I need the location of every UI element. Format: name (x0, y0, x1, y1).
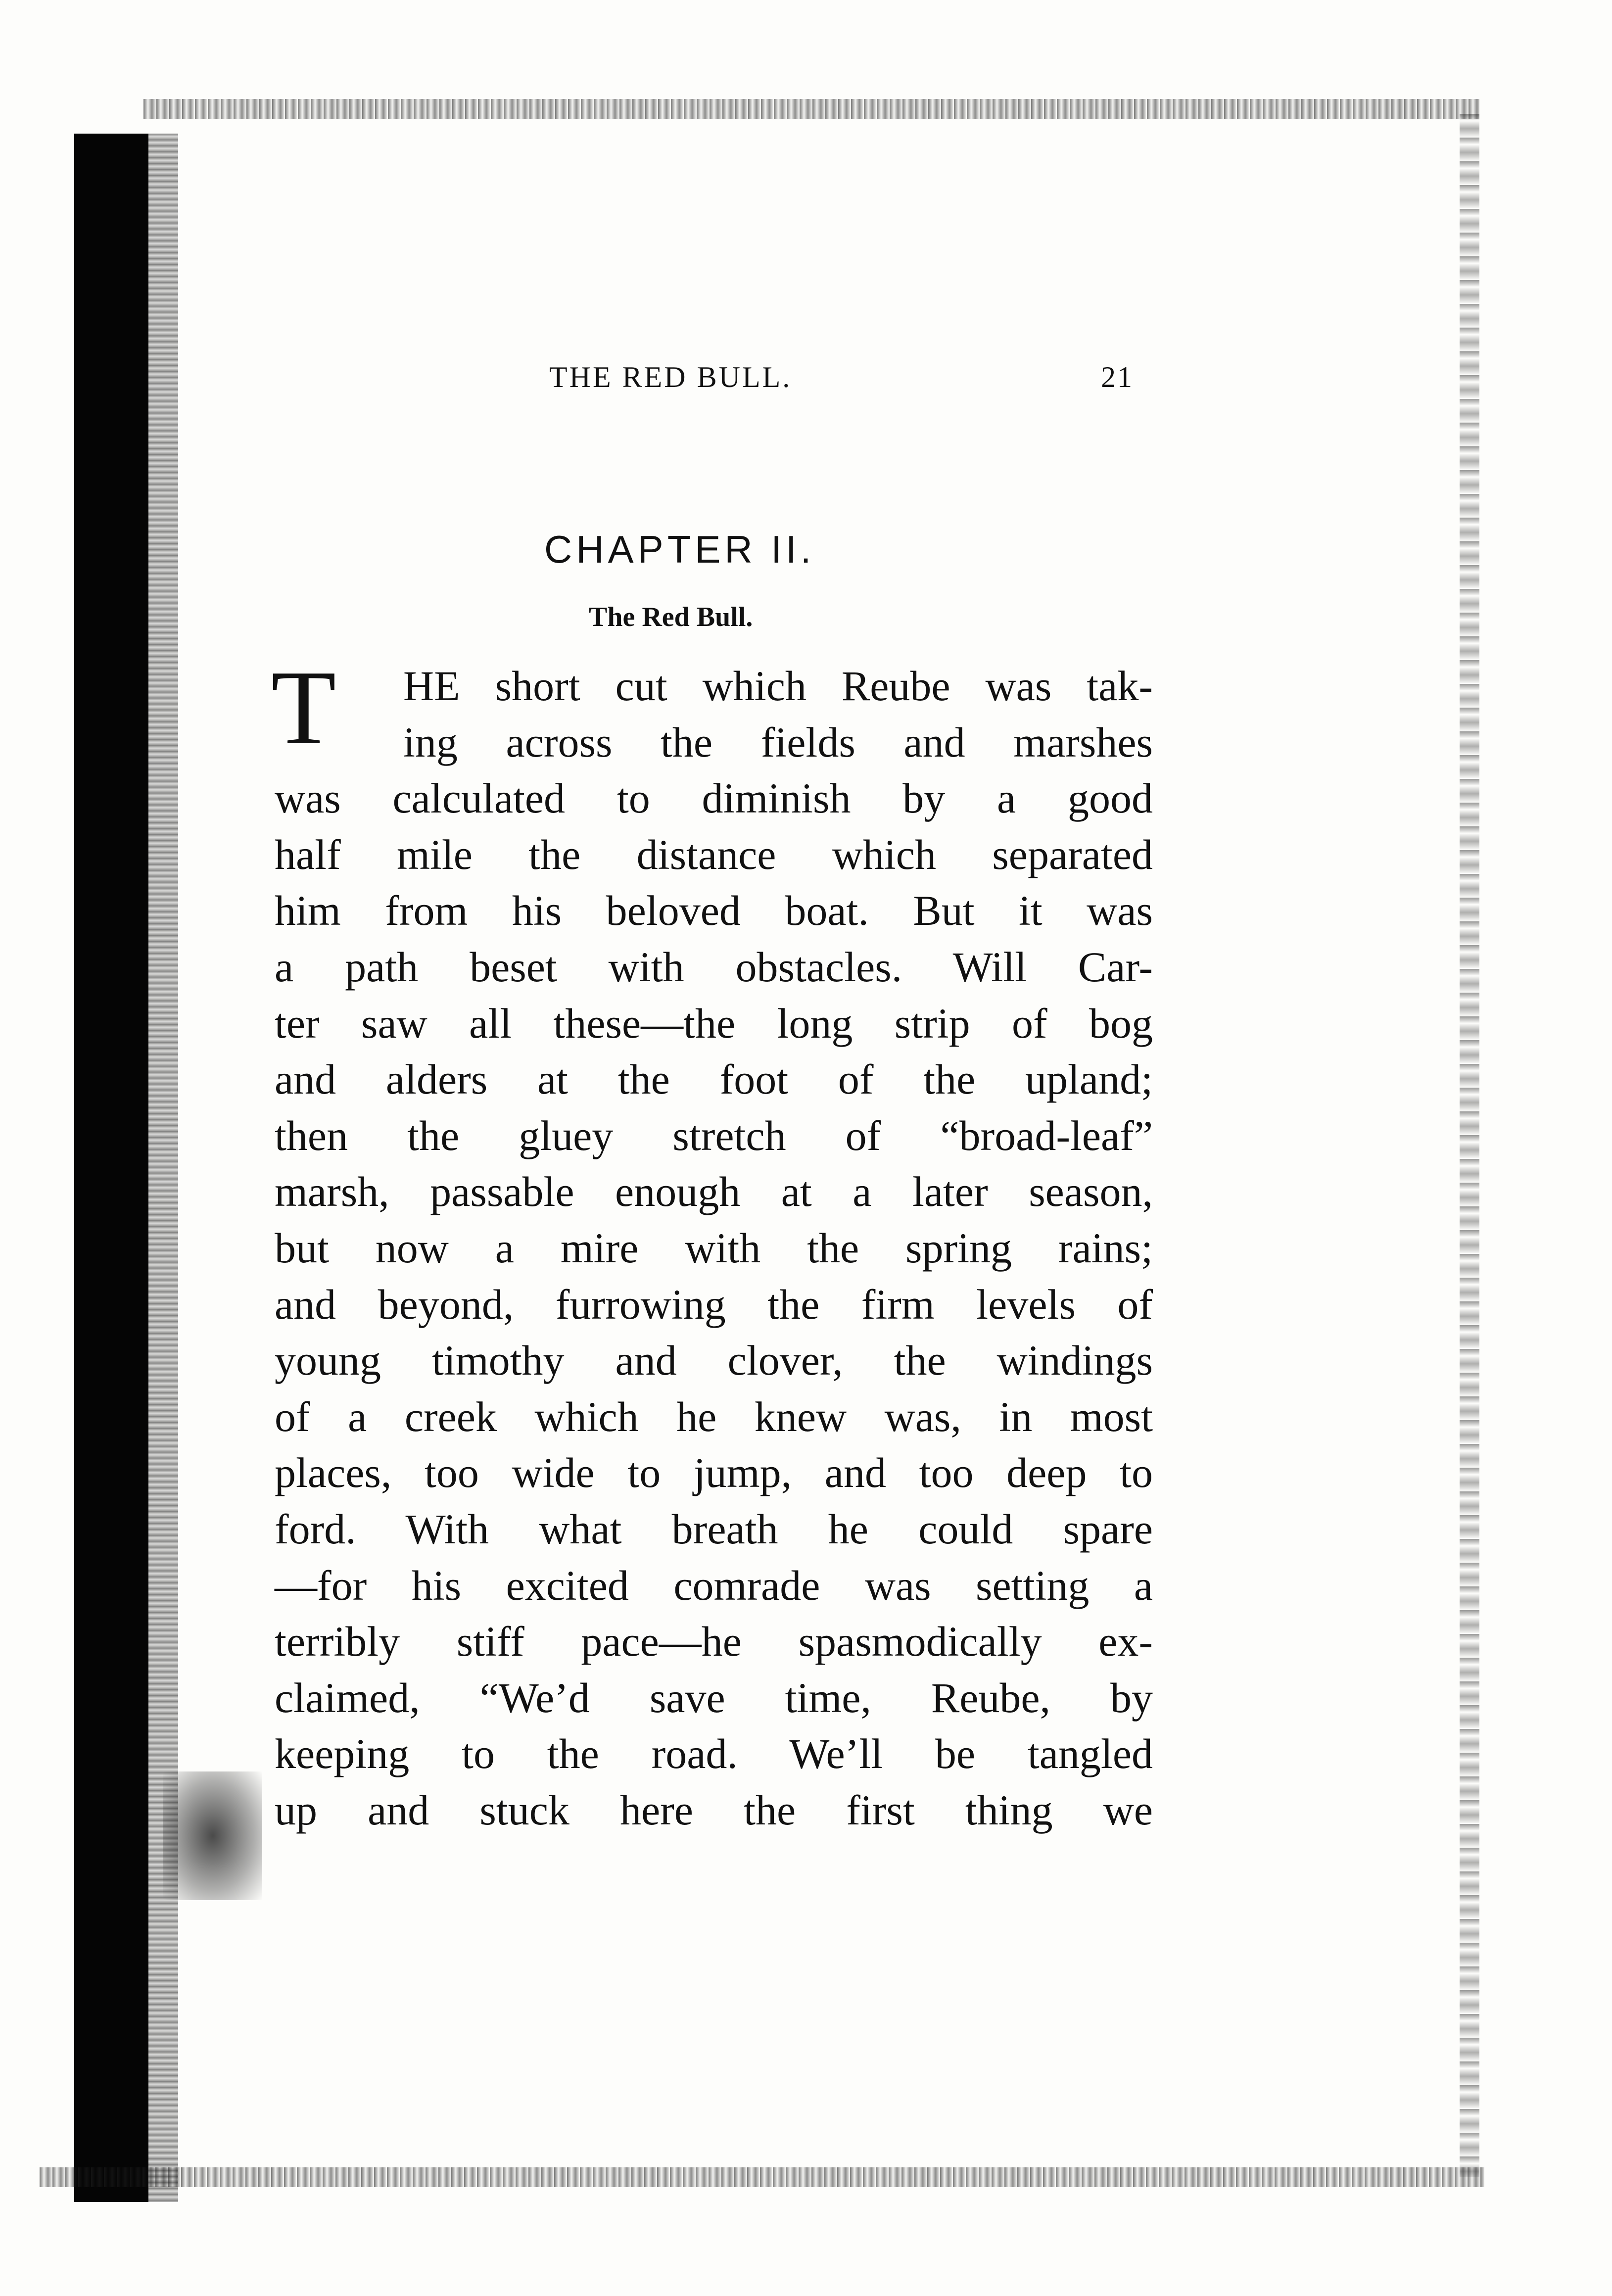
text-line: terribly stiff pace—he spasmodically ex- (275, 1618, 1153, 1666)
chapter-heading: CHAPTER II. (544, 527, 815, 571)
text-line: marsh, passable enough at a later season, (275, 1168, 1153, 1216)
running-head-title: THE RED BULL. (549, 361, 792, 393)
text-line: keeping to the road. We’ll be tangled (275, 1730, 1153, 1778)
text-line: places, too wide to jump, and too deep to (275, 1449, 1153, 1497)
text-line: ter saw all these—the long strip of bog (275, 999, 1153, 1047)
text-line: of a creek which he knew was, in most (275, 1392, 1153, 1440)
scan-edge-top (143, 99, 1479, 119)
text-line: —for his excited comrade was setting a (275, 1561, 1153, 1609)
body-text (275, 658, 1153, 1838)
text-line: up and stuck here the first thing we (275, 1786, 1153, 1834)
scan-edge-right (1460, 114, 1479, 2177)
text-line: claimed, “We’d save time, Reube, by (275, 1674, 1153, 1722)
text-line: but now a mire with the spring rains; (275, 1224, 1153, 1272)
scan-gutter-shadow (74, 134, 148, 2202)
scan-edge-bottom (40, 2167, 1484, 2187)
text-line: him from his beloved boat. But it was (275, 887, 1153, 935)
drop-cap: T (271, 648, 336, 766)
text-line: HE short cut which Reube was tak- (403, 662, 1153, 710)
text-line: ford. With what breath he could spare (275, 1505, 1153, 1553)
text-line: a path beset with obstacles. Will Car- (275, 943, 1153, 991)
text-line: and beyond, furrowing the firm levels of (275, 1280, 1153, 1328)
text-line: then the gluey stretch of “broad-leaf” (275, 1111, 1153, 1159)
text-line: half mile the distance which separated (275, 830, 1153, 878)
page-number: 21 (1101, 361, 1134, 393)
text-line: was calculated to diminish by a good (275, 774, 1153, 822)
chapter-subtitle: The Red Bull. (589, 602, 753, 632)
scan-smudge (163, 1771, 262, 1900)
text-line: ing across the fields and marshes (403, 718, 1153, 766)
text-line: and alders at the foot of the upland; (275, 1055, 1153, 1103)
text-line: young timothy and clover, the windings (275, 1337, 1153, 1385)
